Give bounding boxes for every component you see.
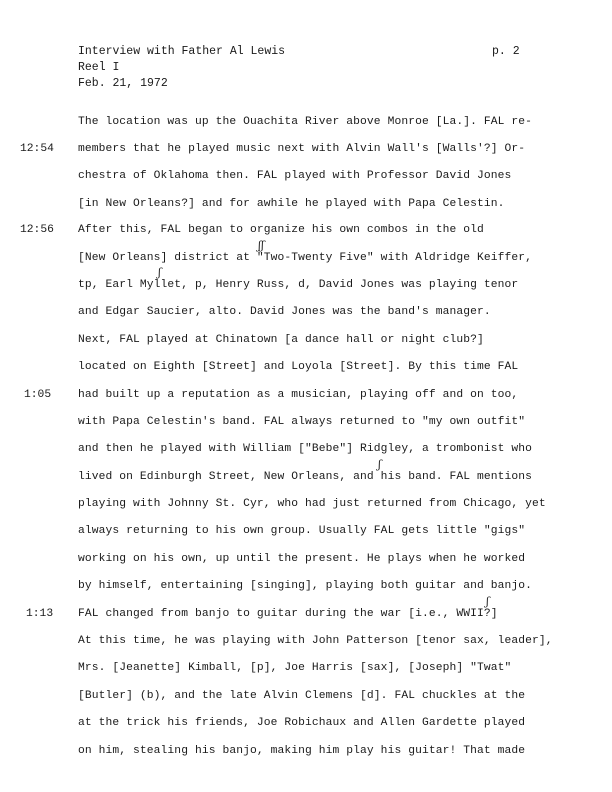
body-line-10: located on Eighth [Street] and Loyola [Street]. By this time FAL [78,361,519,373]
body-line-23: at the trick his friends, Joe Robichaux and Allen Gardette played [78,717,526,729]
body-line-9: Next, FAL played at Chinatown [a dance hall or night club?] [78,334,484,346]
reel-label: Reel I [78,61,120,74]
timestamp-113: 1:13 [26,608,54,620]
page-number: p. 2 [492,45,520,58]
body-line-24: on him, stealing his banjo, making him play his guitar! That made [78,745,526,757]
body-line-16: always returning to his own group. Usually FAL gets little "gigs" [78,525,526,537]
handwritten-insert-mark: ʃʃ [258,239,264,252]
timestamp-1256: 12:56 [20,224,54,236]
body-line-6: [New Orleans] district at "Two-Twenty Five" with Aldridge Keiffer, [78,252,533,264]
body-line-5: After this, FAL began to organize his own combos in the old [78,224,484,236]
body-line-3: chestra of Oklahoma then. FAL played with Professor David Jones [78,170,512,182]
interview-date: Feb. 21, 1972 [78,77,168,90]
timestamp-105: 1:05 [24,389,52,401]
handwritten-insert-mark: ʃ [378,458,381,471]
handwritten-insert-mark: ʃ [158,266,161,279]
body-line-19: FAL changed from banjo to guitar during the war [i.e., WWII?] [78,608,498,620]
body-line-14: lived on Edinburgh Street, New Orleans, and his band. FAL mentions [78,471,533,483]
handwritten-insert-mark: ʃ [486,595,489,608]
interview-title: Interview with Father Al Lewis [78,45,286,58]
body-line-7: tp, Earl Myllet, p, Henry Russ, d, David Jones was playing tenor [78,279,519,291]
body-line-20: At this time, he was playing with John Patterson [tenor sax, leader], [78,635,553,647]
body-line-11: had built up a reputation as a musician, playing off and on too, [78,389,519,401]
body-line-22: [Butler] (b), and the late Alvin Clemens [d]. FAL chuckles at the [78,690,526,702]
body-line-13: and then he played with William ["Bebe"] Ridgley, a trombonist who [78,443,533,455]
body-line-15: playing with Johnny St. Cyr, who had just returned from Chicago, yet [78,498,546,510]
body-line-21: Mrs. [Jeanette] Kimball, [p], Joe Harris [sax], [Joseph] "Twat" [78,662,512,674]
body-line-12: with Papa Celestin's band. FAL always returned to "my own outfit" [78,416,526,428]
body-line-8: and Edgar Saucier, alto. David Jones was the band's manager. [78,306,491,318]
body-line-17: working on his own, up until the present. He plays when he worked [78,553,526,565]
body-line-2: members that he played music next with Alvin Wall's [Walls'?] Or- [78,143,526,155]
body-line-1: The location was up the Ouachita River above Monroe [La.]. FAL re- [78,116,533,128]
body-line-18: by himself, entertaining [singing], playing both guitar and banjo. [78,580,533,592]
body-line-4: [in New Orleans?] and for awhile he played with Papa Celestin. [78,198,505,210]
timestamp-1254: 12:54 [20,143,54,155]
